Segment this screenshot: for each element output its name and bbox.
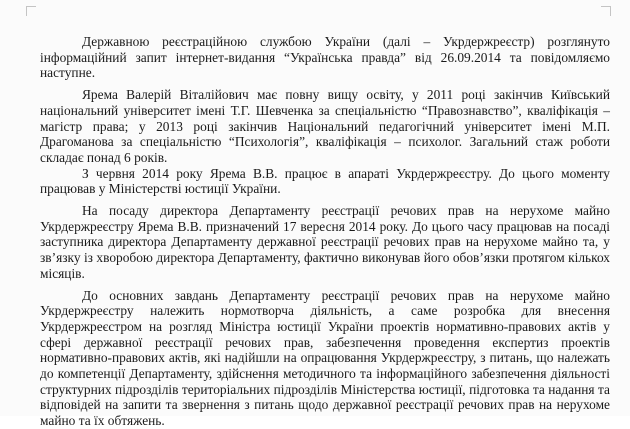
paragraph-duties: До основних завдань Департаменту реєстрації речових прав на нерухоме майно Укрдержреєстру належить нормотворча діяльність, а саме розробка для внесення Укрдержреєстром на розгляд Міністра юстиції України проектів нормативно-правових актів у сфері державної реєстрації речових прав, забезпечення проведення експертиз проектів нормативно-правових актів, які надійшли на опрацювання Укрдержреєстру, з питань, що належать до компетенції Департаменту, здійснення методичного та інформаційного забезпечення діяльності структурних підрозділів територіальних підрозділів Міністерства юстиції, підготовка та надання та відповідей на запити та звернення з питань щодо державної реєстрації речових прав на нерухоме майно та їх обтяжень.: [40, 287, 610, 429]
letter-body: [40, 34, 610, 429]
paragraph-intro: Державною реєстраційною службою України (далі – Укрдержреєстр) розглянуто інформаційний запит інтернет-видання “Українська правда” від 26.09.2014 та повідомляємо наступне.: [40, 34, 610, 81]
paragraph-employment: З червня 2014 року Ярема В.В. працює в апараті Укрдержреєстру. До цього моменту працював у Міністерстві юстиції України.: [40, 165, 610, 197]
paragraph-education: Ярема Валерій Віталійович має повну вищу освіту, у 2011 році закінчив Київський національний університет імені Т.Г. Шевченка за спеціальністю “Правознавство”, кваліфікація – магістр права; у 2013 році закінчив Національний педагогічний університет імені М.П. Драгоманова за спеціальністю “Психологія”, кваліфікація – психолог. Загальний стаж роботи складає понад 6 років.: [40, 87, 610, 165]
paragraph-appointment: На посаду директора Департаменту реєстрації речових прав на нерухоме майно Укрдержреєстру Ярема В.В. призначений 17 вересня 2014 року. До цього часу працював на посаді заступника директора Департаменту державної реєстрації речових прав на нерухоме майно та, у зв’язку із хворобою директора Департаменту, фактично виконував його обов’язки протягом кількох місяців.: [40, 203, 610, 281]
page-corner-mark-right: [601, 6, 611, 16]
page-corner-mark-left: [26, 6, 36, 16]
